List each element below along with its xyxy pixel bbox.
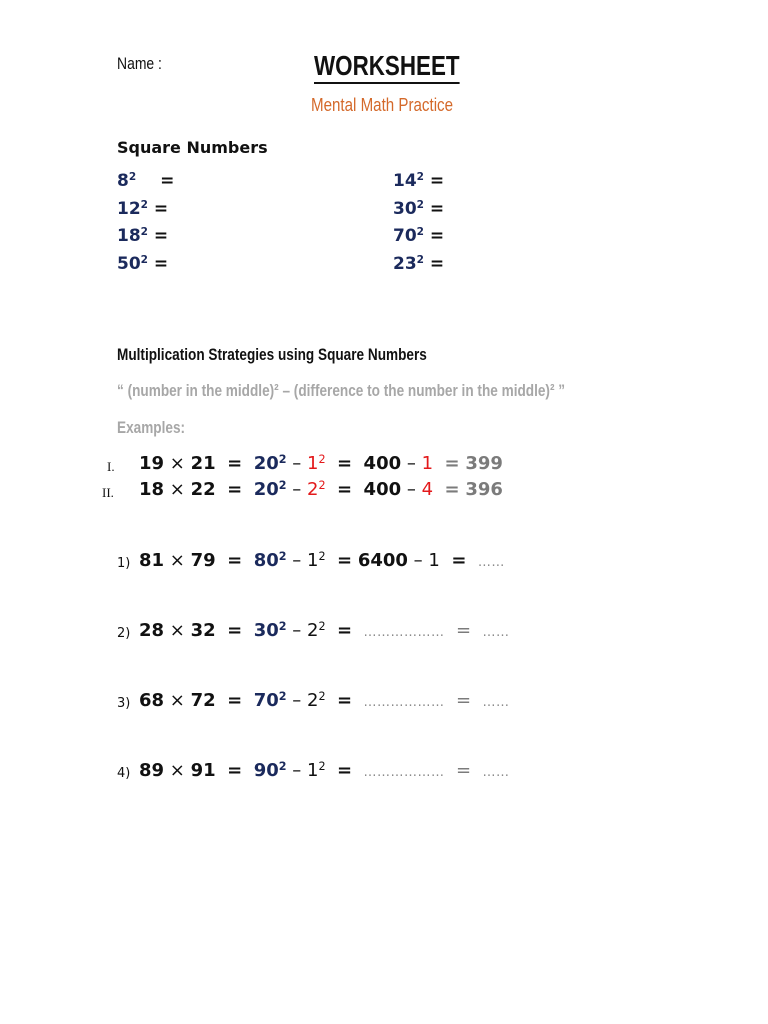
square-numbers-heading: Square Numbers (117, 138, 268, 157)
square-item: $70^2$ = (393, 226, 445, 246)
answer-blank[interactable]: …… (482, 695, 510, 710)
working-blank[interactable]: ……………… (363, 765, 445, 780)
example-label: I. (107, 459, 115, 474)
answer-blank[interactable]: …… (482, 625, 510, 640)
problem-number: 1) (117, 556, 131, 571)
strategies-heading: Multiplication Strategies using Square Numbers (117, 345, 427, 364)
worksheet-subtitle: Mental Math Practice (311, 95, 454, 115)
square-item: $23^2$ = (393, 253, 445, 274)
problem-number: 3) (117, 696, 131, 711)
problem-row: $68 \times 72 = 70^2 - 2^2$ = ……………… = …… (139, 689, 510, 711)
strategy-formula: “ (number in the middle)² – (difference to the number in the middle)² ” (117, 381, 566, 400)
example-label: II. (102, 485, 114, 500)
problem-row: $28 \times 32 = 30^2 - 2^2$ = ……………… = …… (139, 619, 510, 641)
problem-row: $89 \times 91 = 90^2 - 1^2$ = ……………… = …… (139, 759, 510, 781)
square-item: $14^2$ = (393, 171, 445, 191)
example-row: $19 \times 21 = 20^2 - 1^2 = 400 - 1 = 399$ (139, 452, 503, 474)
square-right-column (393, 168, 444, 278)
working-blank[interactable]: ……………… (363, 695, 445, 710)
answer-blank[interactable]: …… (482, 765, 510, 780)
example-row: $18 \times 22 = 20^2 - 2^2 = 400 - 4 = 396$ (139, 478, 503, 500)
working-blank[interactable]: ……………… (363, 625, 445, 640)
worksheet-title: WORKSHEET (314, 50, 460, 84)
problem-number: 4) (117, 766, 131, 781)
name-label: Name : (117, 54, 162, 73)
square-item: $50^2$ = (117, 253, 169, 274)
problem-row: $81 \times 79 = 80^2 - 1^2 = 6400 - 1$ = …… (139, 549, 505, 571)
square-item: $18^2$ = (117, 226, 169, 246)
square-item: $12^2$ = (117, 198, 169, 219)
square-item: $30^2$ = (393, 198, 445, 219)
examples-label: Examples: (117, 418, 186, 437)
answer-blank[interactable]: …… (477, 555, 505, 570)
square-item: $8^2$ = (117, 171, 175, 191)
square-left-column (117, 168, 174, 278)
problem-number: 2) (117, 626, 131, 641)
